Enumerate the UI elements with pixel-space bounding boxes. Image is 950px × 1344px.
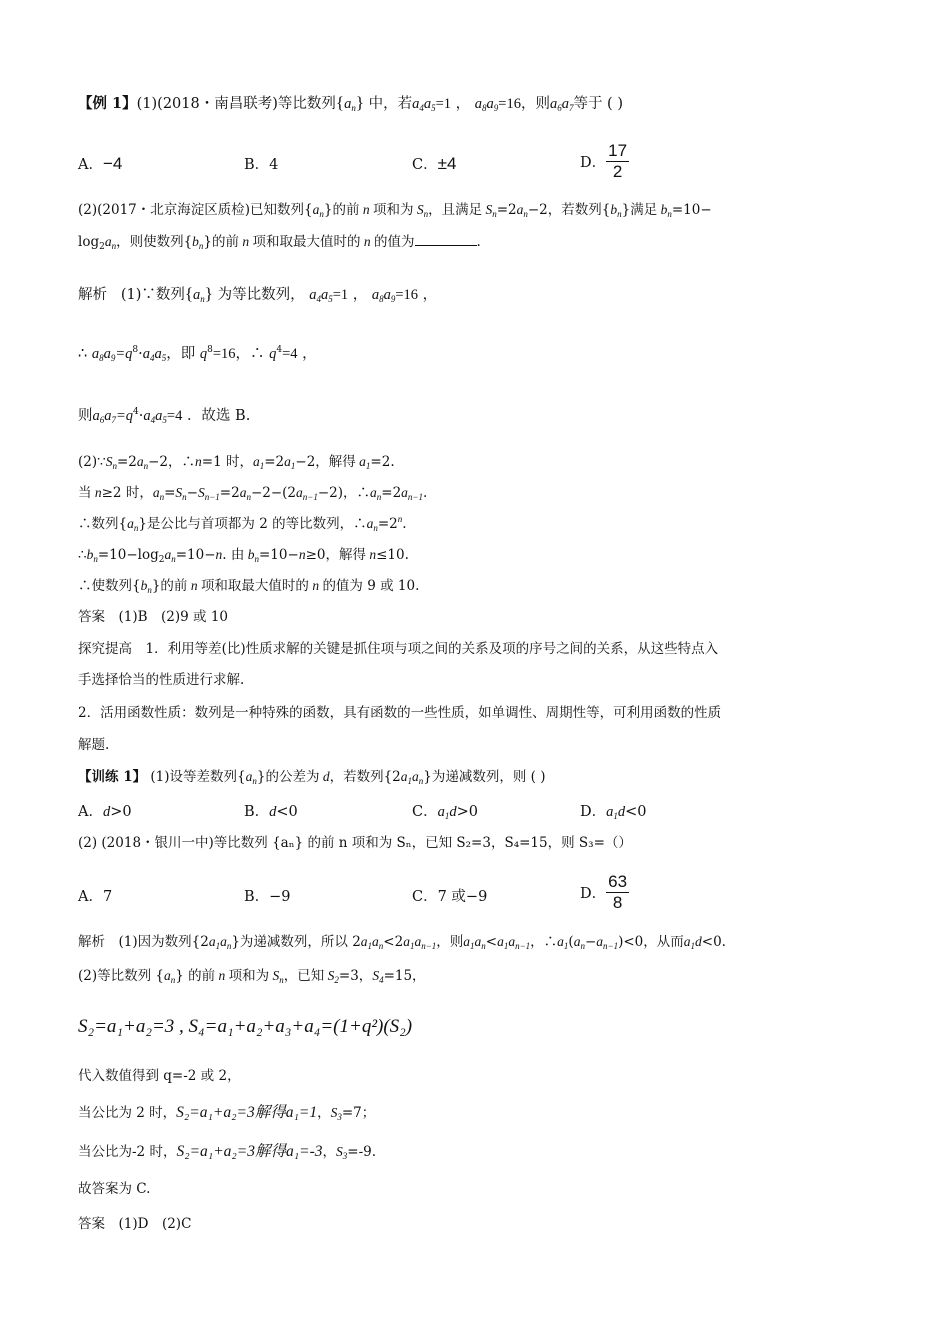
fraction: $\frac{63}{8}$ (608, 872, 628, 912)
train2-option-d: D． $\frac{63}{8}$ (580, 872, 628, 912)
solution-line2: ∴ $a_8a_9=q^8\cdot a_4a_5$，即 $q^8=16$，∴ $q^4=4$ ， (78, 345, 317, 363)
option-d: D． $\frac{17}{2}$ (580, 141, 628, 181)
train2-option-b: B．−9 (244, 889, 291, 905)
fraction: $\frac{17}{2}$ (608, 141, 628, 181)
train-solution-line5: 当公比为-2 时，S₂=a₁+a₂=3解得a₁=-3，$S_3=-9$. (78, 1143, 377, 1161)
solution2-line3: ∴数列$\{a_n\}$是公比与首项都为 2 的等比数列，$\therefore a_n=2^n$. (78, 514, 407, 533)
example1-question2-line1: (2)(2017・北京海淀区质检)已知数列$\{a_n\}$的前 n 项和为 $S_n$，且满足 $S_n=2a_n-2$，若数列$\{b_n\}$满足 $b_n=10-$ (78, 202, 712, 219)
training1-question2: (2) (2018・银川一中)等比数列 {aₙ} 的前 n 项和为 Sₙ，已知 S₂=3，S₄=15，则 S₃=（） (78, 835, 632, 851)
answer1: 答案 (1)B (2)9 或 10 (78, 609, 229, 625)
train-option-d: D．$a_1d<0$ (580, 804, 647, 821)
example1-question2-line2: $\log_2a_n$，则使数列$\{b_n\}$的前 n 项和取最大值时的 n 的值为 . (78, 231, 481, 252)
solution2-line4: $\therefore b_n=10-\log_2a_n=10-n$. 由 $b_n=10-n\ge 0$，解得 n≤10. (78, 547, 409, 565)
answer2: 答案 (1)D (2)C (78, 1216, 192, 1232)
train-solution-line2: (2)等比数列 $\{a_n\}$ 的前 n 项和为 $S_n$，已知 $S_2=3$，$S_4=15$， (78, 968, 426, 985)
train-option-c: C．$a_1d>0$ (412, 804, 478, 821)
train-solution-line6: 故答案为 C. (78, 1181, 151, 1197)
tip-line4: 解题. (78, 737, 110, 753)
train-solution-line3: 代入数值得到 q=-2 或 2， (78, 1068, 241, 1084)
training1-question1: 【训练 1】 (1)设等差数列$\{a_n\}$的公差为 d，若数列$\{2a_1a_n\}$为递减数列，则 ( ) (78, 769, 546, 786)
train-option-b: B．d<0 (244, 804, 298, 820)
tip-line1: 探究提高 1．利用等差(比)性质求解的关键是抓住项与项之间的关系及项的序号之间的关系，从这些特点入 (78, 641, 719, 657)
train-option-a: A．d>0 (78, 804, 132, 820)
option-b: B．4 (244, 157, 279, 173)
example1-question1: 【例 1】(1)(2018・南昌联考)等比数列$\{a_n\}$ 中，若$a_4a_5=1$ ， $a_8a_9=16$，则$a_6a_7$等于 ( ) (78, 93, 623, 113)
solution-line3: 则$a_6a_7=q^4\cdot a_4a_5=4$ ．故选 B. (78, 407, 251, 425)
solution2-line5: ∴使数列$\{b_n\}$的前 n 项和取最大值时的 n 的值为 9 或 10. (78, 578, 420, 595)
tip-line2: 手选择恰当的性质进行求解. (78, 672, 245, 688)
train-solution-line1: 解析 (1)因为数列$\{2a_1a_n\}$为递减数列，所以 $2a_1a_n<2a_1a_{n-1}$，则$a_1a_n<a_1a_{n-1}$，$\therefore a_1(a_n-a_{n-1})<0$，从而$a_1d<0$. (78, 934, 726, 951)
solution2-line2: 当 n≥2 时，$a_n=S_n-S_{n-1}=2a_n-2-(2a_{n-1}-2)$，$\therefore a_n=2a_{n-1}$. (78, 485, 428, 502)
solution2-line1: $(2)\because S_n=2a_n-2$，∴n=1 时，$a_1=2a_1-2$，解得 $a_1=2$. (78, 454, 395, 471)
answer-blank (415, 231, 477, 246)
option-c: C．±4 (412, 154, 457, 173)
solution-line1: 解析 (1)∵数列$\{a_n\}$ 为等比数列， $a_4a_5=1$ ， $a_8a_9=16$ ， (78, 284, 438, 304)
train2-option-c: C．7 或−9 (412, 889, 488, 905)
option-a: A．−4 (78, 154, 123, 173)
formula-s4: S₂=a₁+a₂=3 , S₄=a₁+a₂+a₃+a₄=(1+q²)(S₂) (78, 1016, 413, 1037)
train2-option-a: A．7 (78, 889, 113, 905)
tip-line3: 2．活用函数性质：数列是一种特殊的函数，具有函数的一些性质，如单调性、周期性等，可利用函数的性质 (78, 705, 722, 721)
example-bracket: 【例 1】 (78, 95, 137, 112)
train-solution-line4: 当公比为 2 时，S₂=a₁+a₂=3解得a₁=1，$S_3=7$； (78, 1104, 376, 1122)
